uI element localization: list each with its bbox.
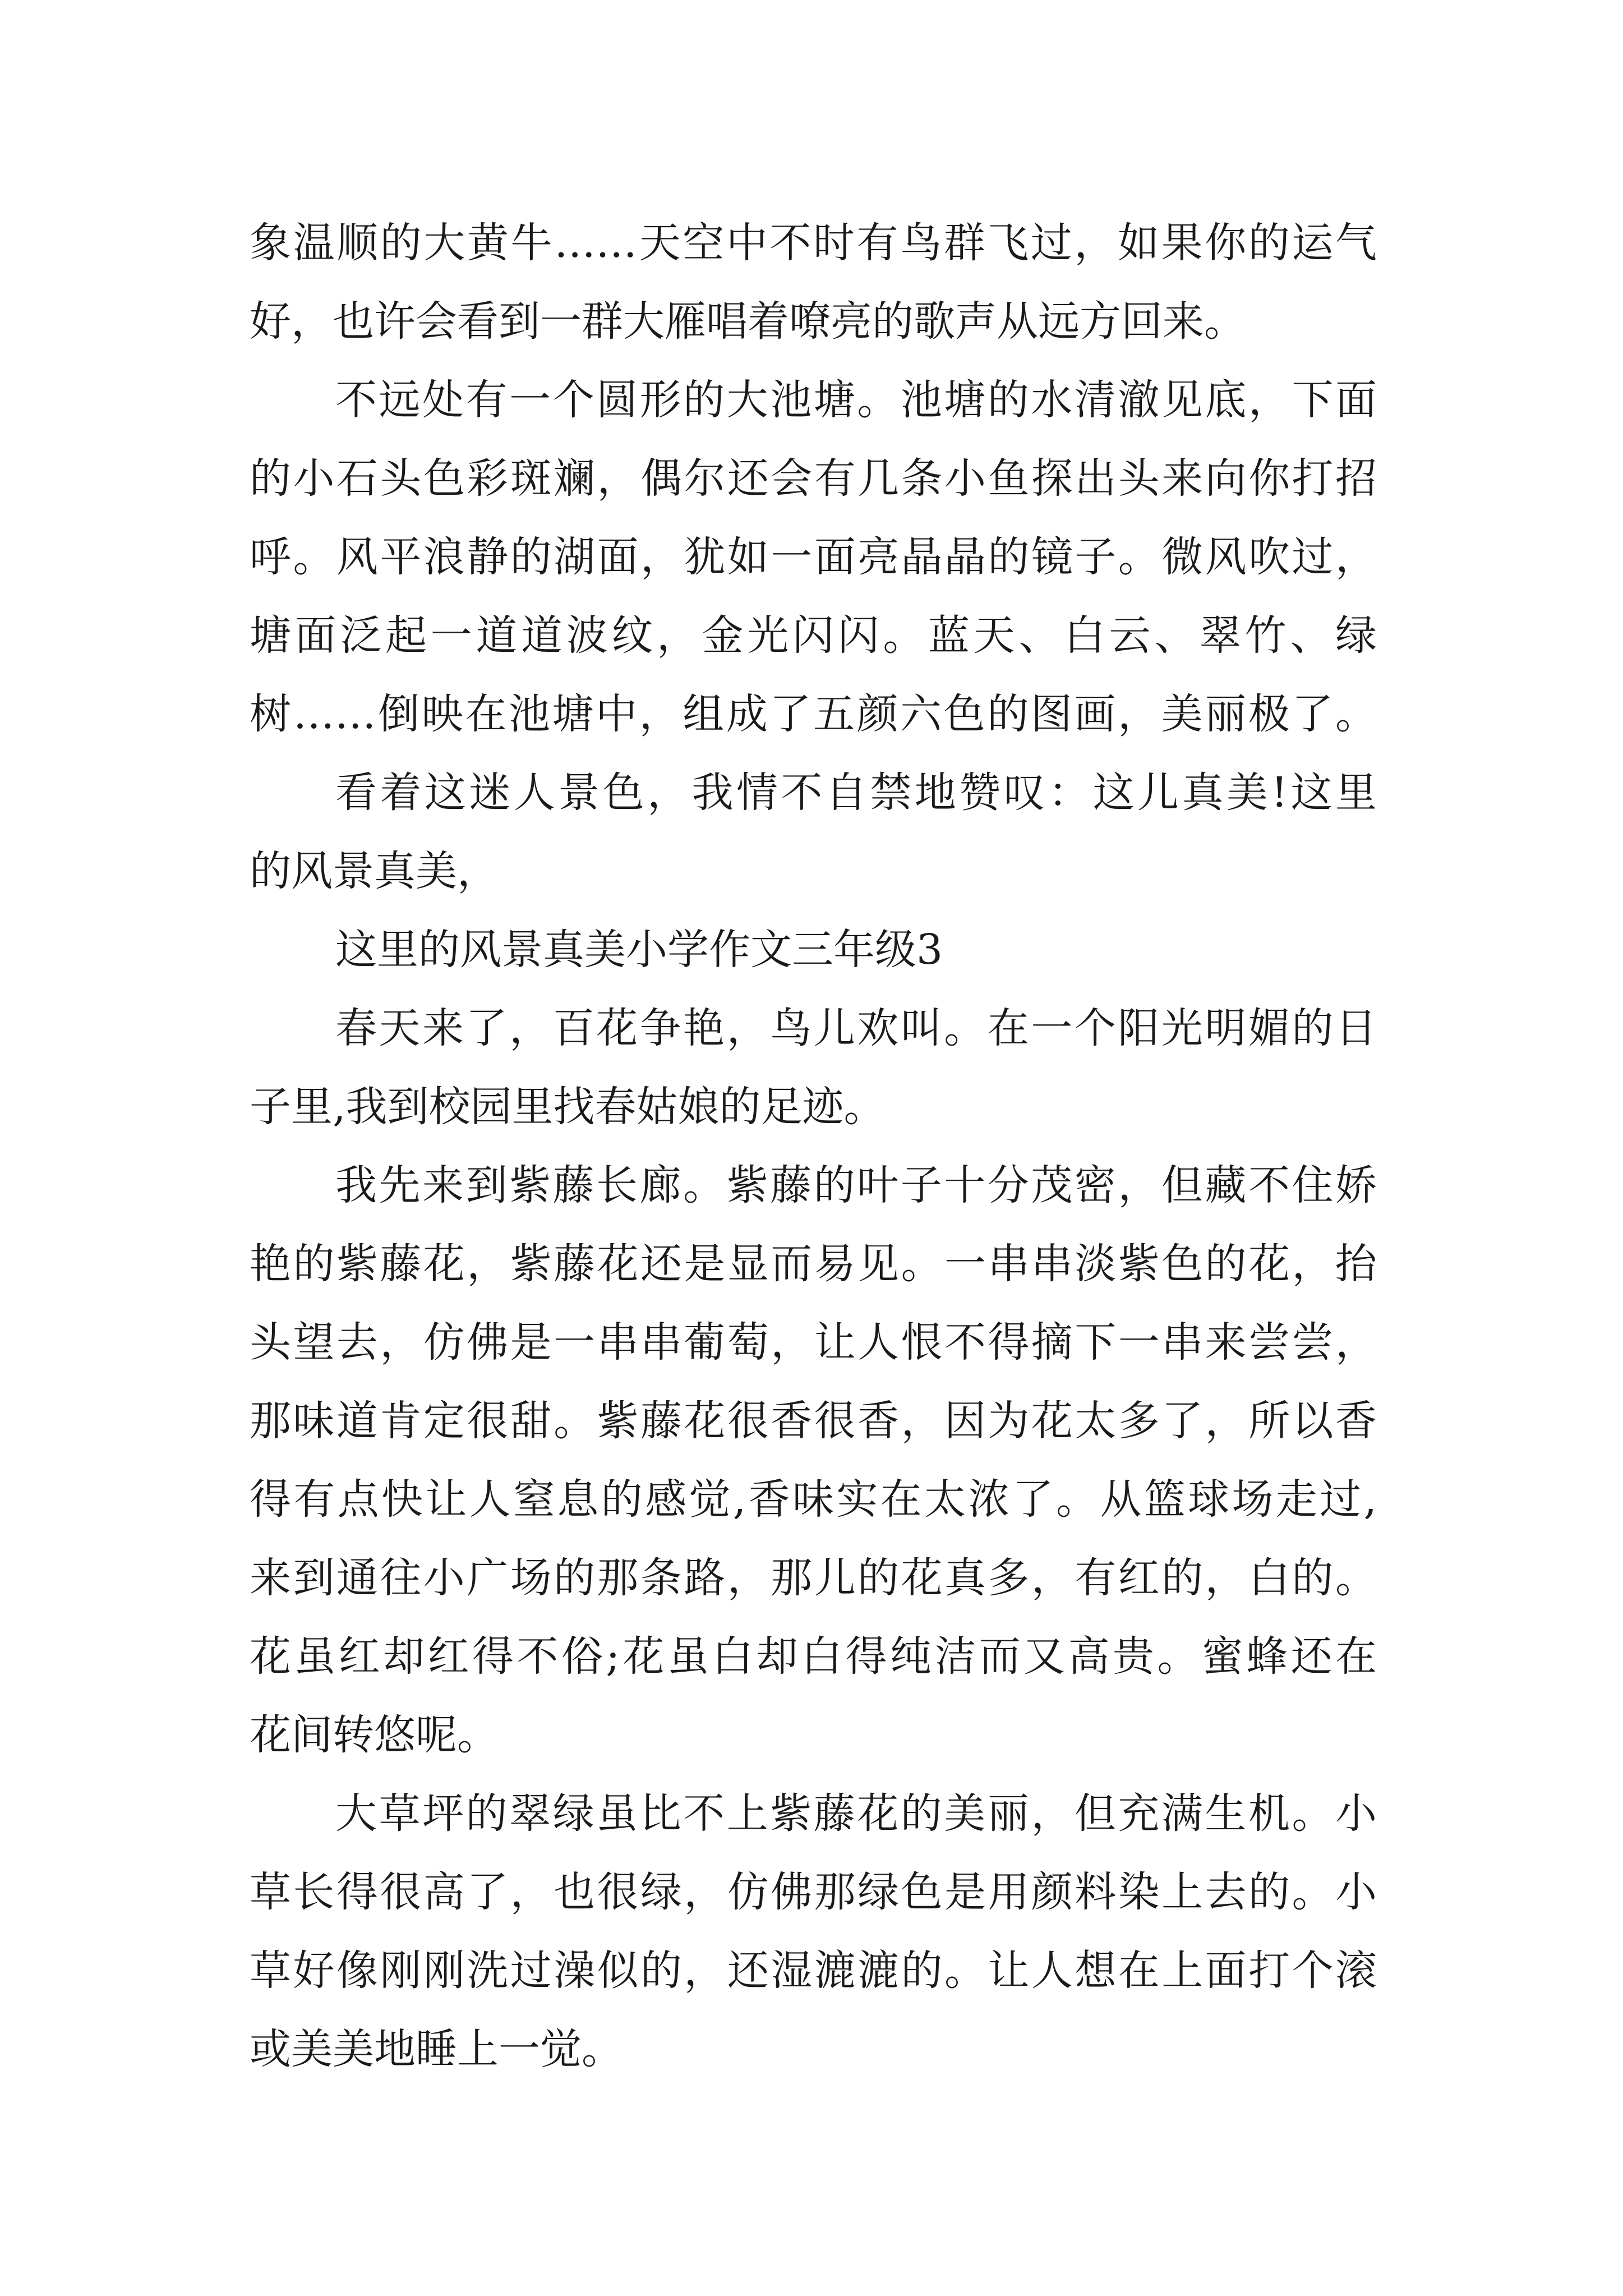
text-line: 头望去，仿佛是一串串葡萄，让人恨不得摘下一串来尝尝， bbox=[250, 1318, 1377, 1366]
text-line: 我先来到紫藤长廊。紫藤的叶子十分茂密，但藏不住娇 bbox=[335, 1161, 1377, 1209]
text-line: 花虽红却红得不俗;花虽白却白得纯洁而又高贵。蜜蜂还在 bbox=[250, 1632, 1377, 1681]
text-line: 好，也许会看到一群大雁唱着嘹亮的歌声从远方回来。 bbox=[250, 297, 1246, 346]
text-line: 春天来了，百花争艳，鸟儿欢叫。在一个阳光明媚的日 bbox=[335, 1004, 1377, 1052]
section-title: 这里的风景真美小学作文三年级3 bbox=[335, 926, 943, 974]
text-line: 看着这迷人景色，我情不自禁地赞叹：这儿真美!这里 bbox=[335, 769, 1377, 817]
text-line: 的风景真美， bbox=[250, 847, 499, 895]
text-line: 树……倒映在池塘中，组成了五颜六色的图画，美丽极了。 bbox=[250, 690, 1377, 738]
text-line: 塘面泛起一道道波纹，金光闪闪。蓝天、白云、翠竹、绿 bbox=[250, 611, 1377, 660]
text-line: 或美美地睡上一觉。 bbox=[250, 2025, 623, 2073]
text-line: 那味道肯定很甜。紫藤花很香很香，因为花太多了，所以香 bbox=[250, 1397, 1377, 1445]
text-line: 草长得很高了，也很绿，仿佛那绿色是用颜料染上去的。小 bbox=[250, 1868, 1377, 1916]
text-line: 来到通往小广场的那条路，那儿的花真多，有红的，白的。 bbox=[250, 1554, 1377, 1602]
text-line: 的小石头色彩斑斓，偶尔还会有几条小鱼探出头来向你打招 bbox=[250, 454, 1377, 503]
text-line: 草好像刚刚洗过澡似的，还湿漉漉的。让人想在上面打个滚 bbox=[250, 1947, 1377, 1995]
text-line: 得有点快让人窒息的感觉,香味实在太浓了。从篮球场走过, bbox=[250, 1475, 1377, 1524]
text-line: 大草坪的翠绿虽比不上紫藤花的美丽，但充满生机。小 bbox=[335, 1789, 1377, 1838]
text-line: 子里,我到校园里找春姑娘的足迹。 bbox=[250, 1083, 886, 1131]
text-line: 象温顺的大黄牛……天空中不时有鸟群飞过，如果你的运气 bbox=[250, 219, 1377, 267]
text-line: 花间转悠呢。 bbox=[250, 1711, 499, 1759]
text-line: 不远处有一个圆形的大池塘。池塘的水清澈见底，下面 bbox=[335, 376, 1377, 424]
text-line: 艳的紫藤花，紫藤花还是显而易见。一串串淡紫色的花，抬 bbox=[250, 1240, 1377, 1288]
text-line: 呼。风平浪静的湖面，犹如一面亮晶晶的镜子。微风吹过， bbox=[250, 533, 1377, 581]
